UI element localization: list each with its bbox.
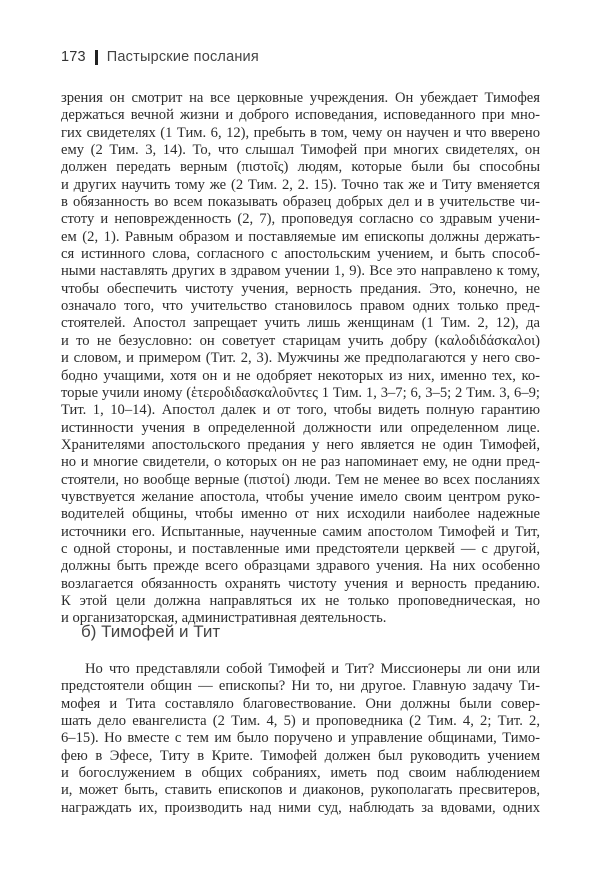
- section-heading: б) Тимофей и Тит: [81, 622, 221, 641]
- text-line: означало того, что учительство становилось правом одних только пред-: [61, 298, 540, 315]
- header-divider: [95, 50, 98, 65]
- text-line: и то не безусловно: он советует старицам учить добру (καλοδιδάσκαλοι): [61, 332, 540, 349]
- page-number: 173: [61, 49, 86, 65]
- text-line: источники его. Испытанные, наученные самим апостолом Тимофей и Тит,: [61, 523, 540, 540]
- text-line: награждать их, производить над ними суд, наблюдать за вдовами, одних: [61, 799, 540, 816]
- text-line: чтобы обеспечить чистоту учения, верность предания. Это, конечно, не: [61, 280, 540, 297]
- text-line: истинности учения в определенной должности или определенном лице.: [61, 419, 540, 436]
- text-line: стоятели, но вообще верные (πιστοί) люди. Тем не менее во всех посланиях: [61, 471, 540, 488]
- text-line: должны быть прежде всего образцами здравого учения. На них особенно: [61, 558, 540, 575]
- text-line: шать дело евангелиста (2 Тим. 4, 5) и проповедника (2 Тим. 4, 2; Тит. 2,: [61, 713, 540, 730]
- text-line: чувствуется желание апостола, чтобы учение имело своим центром руко-: [61, 488, 540, 505]
- text-line: Но что представляли собой Тимофей и Тит? Миссионеры ли они или: [85, 661, 540, 677]
- text-line: стоятелей. Апостол запрещает учить лишь женщинам (1 Тим. 2, 12), да: [61, 315, 540, 332]
- text-line: и словом, и примером (Тит. 2, 3). Мужчины же предполагаются у него сво-: [61, 350, 540, 367]
- text-line: К этой цели должна направляться их не только проповедническая, но: [61, 592, 540, 609]
- text-line: зрения он смотрит на все церковные учреждения. Он убеждает Тимофея: [61, 90, 540, 106]
- text-line: и, может быть, ставить епископов и диаконов, рукополагать пресвитеров,: [61, 782, 540, 799]
- text-line: предстоятели общин — епископы? Ни то, ни другое. Главную задачу Ти-: [61, 678, 540, 695]
- text-line: бодно учащими, хотя он и не одобряет некоторых из них, именно тех, ко-: [61, 367, 540, 384]
- text-line: с одной стороны, и поставленные ими предстоятели церквей — с другой,: [61, 540, 540, 557]
- text-line: фею в Эфесе, Титу в Крите. Тимофей должен был руководить учением: [61, 747, 540, 764]
- text-line: в обязанность во всем показывать образец добрых дел и в учительстве чи-: [61, 194, 540, 211]
- text-line: но и многие свидетели, о которых он не раз напоминает ему, не одни пред-: [61, 454, 540, 471]
- text-line: 6–15). Но вместе с тем им было поручено и управление общинами, Тимо-: [61, 730, 540, 747]
- text-line: держаться вечной жизни и доброго исповедания, исповеданного при мно-: [61, 107, 540, 124]
- text-line: мофея и Тита составляло благовествование. Они должны были совер-: [61, 695, 540, 712]
- text-line: Тит. 1, 10–14). Апостол далек и от того, чтобы видеть полную гарантию: [61, 402, 540, 419]
- text-line: ся истинного слова, согласного с апостольским учением, и быть способ-: [61, 246, 540, 263]
- text-line: ем (2, 1). Равным образом и поставляемые им епископы должны держать-: [61, 228, 540, 245]
- text-line: стоту и неповрежденность (2, 7), проповедуя согласно со здравым учени-: [61, 211, 540, 228]
- text-line: гих свидетелях (1 Тим. 6, 12), пребыть в том, чему он научен и что вверено: [61, 124, 540, 141]
- text-line: должен передать верным (πιστοῖς) людям, которые были бы способны: [61, 159, 540, 176]
- text-line: торые учили иному (ἑτεροδιδασκαλοῦντες 1 Тим. 1, 3–7; 6, 3–5; 2 Тим. 3, 6–9;: [61, 384, 540, 401]
- paragraph-1: [61, 90, 540, 628]
- text-line: и других научить тому же (2 Тим. 2, 2. 15). Точно так же и Титу вменяется: [61, 176, 540, 193]
- text-line: ему (2 Тим. 3, 14). То, что слышал Тимофей при многих свидетелях, он: [61, 142, 540, 159]
- text-line: возлагается обязанность охранять чистоту учения и верность преданию.: [61, 575, 540, 592]
- text-line: и богослужением в общих собраниях, иметь под своим наблюдением: [61, 765, 540, 782]
- text-line: ными наставлять других в здравом учении 1, 9). Все это направлено к тому,: [61, 263, 540, 280]
- text-line: водителей общины, чтобы именно от них исходили наиболее надежные: [61, 506, 540, 523]
- running-title: Пастырские послания: [106, 49, 259, 65]
- text-line: Хранителями апостольского предания у него является не один Тимофей,: [61, 436, 540, 453]
- running-header: [61, 49, 259, 65]
- paragraph-2: [61, 661, 540, 817]
- text-line: и организаторская, административная деятельность.: [61, 610, 387, 627]
